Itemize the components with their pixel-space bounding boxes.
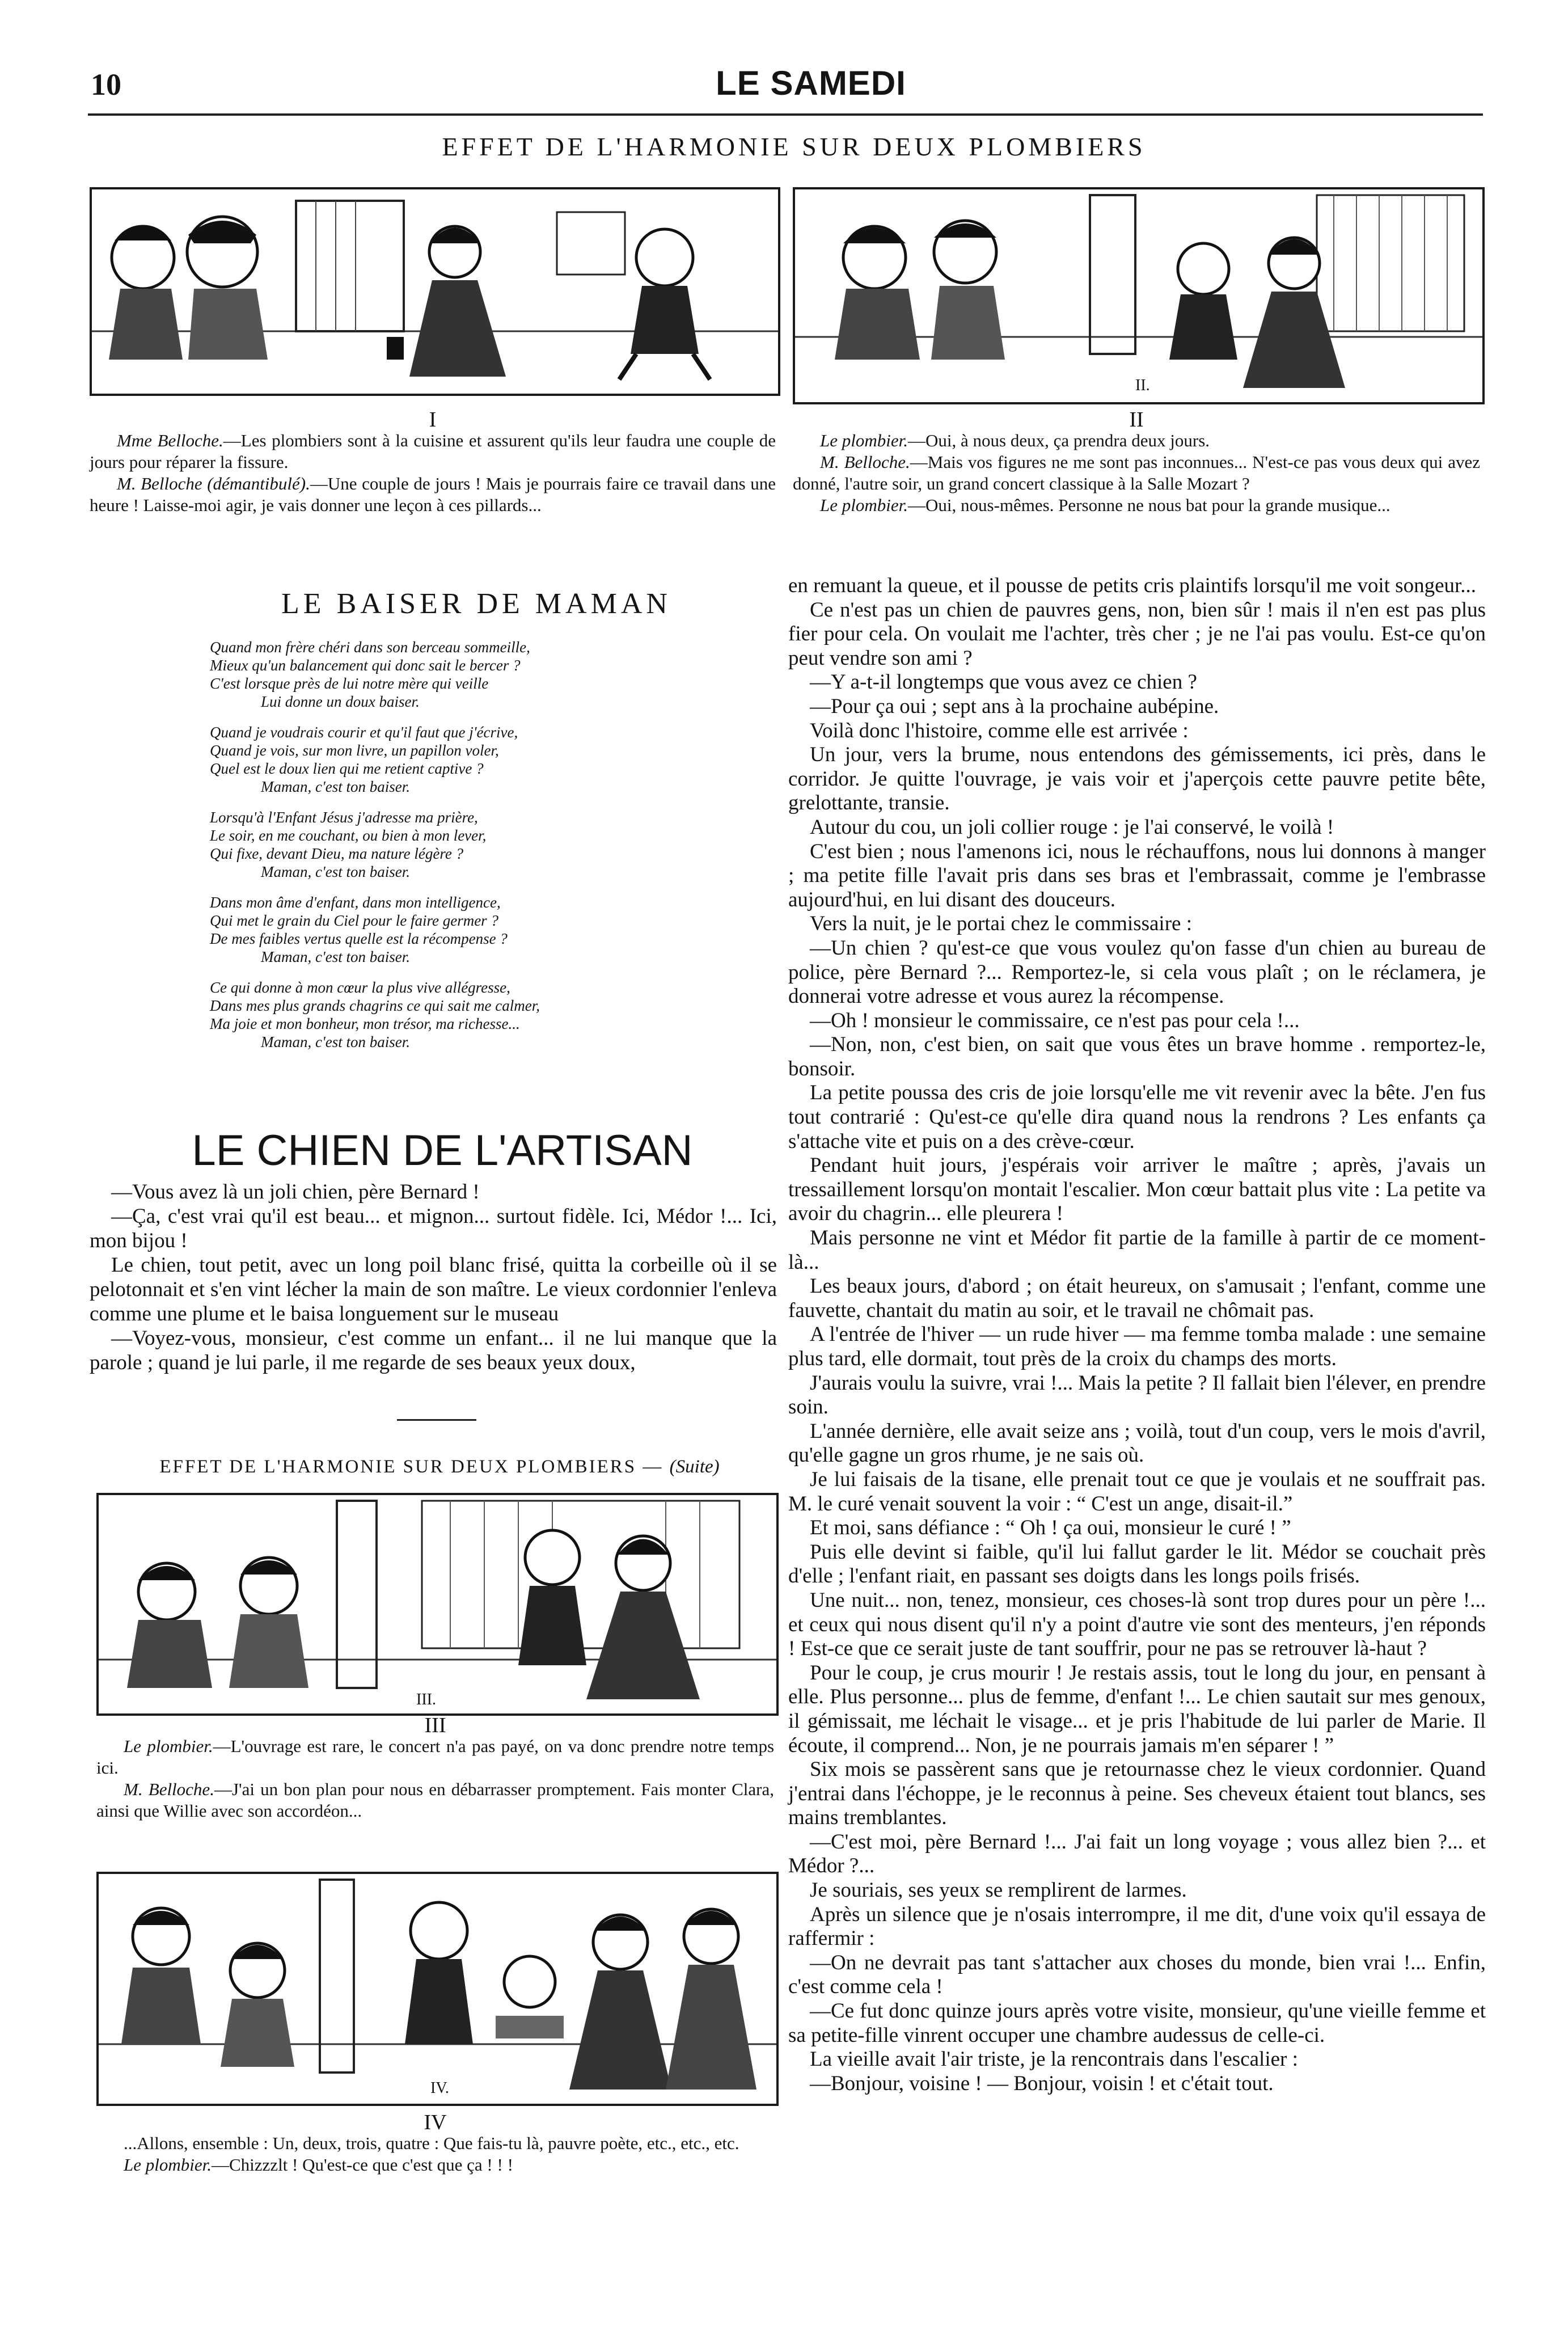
comic-panel-4 (96, 1872, 779, 2106)
comic-panel-3-drawing (99, 1495, 776, 1713)
story-paragraph: Six mois se passèrent sans que je retournasse chez le vieux cordonnier. Quand j'entrai dans l'échoppe, je le reconnus à peine. Ses cheveux étaient tout blancs, ses mains tremblantes. (788, 1758, 1486, 1830)
caption-speaker: M. Belloche. (820, 452, 910, 472)
story-paragraph: Je lui faisais de la tisane, elle prenait tout ce que je voulais et ne souffrait pas. M. le curé venait souvent la voir : “ C'est un ange, disait-il.” (788, 1467, 1486, 1516)
poem-line: Dans mon âme d'enfant, dans mon intelligence, (210, 894, 501, 911)
poem-body (210, 638, 777, 1063)
comic-panel-1-drawing (92, 189, 778, 394)
poem-line: Le soir, en me couchant, ou bien à mon lever, (210, 827, 487, 844)
comic-panel-2-drawing (795, 189, 1482, 402)
story-paragraph: Vers la nuit, je le portai chez le commissaire : (810, 912, 1192, 936)
poem-line: Quand je voudrais courir et qu'il faut que j'écrive, (210, 724, 518, 741)
comic-panel-4-drawing (99, 1874, 776, 2104)
story-paragraph: Une nuit... non, tenez, monsieur, ces choses-là sont trop dures pour un père !... et ceux qui nous disent qu'il n'y a point d'autre vie sont des menteurs, j'en réponds ! Est-ce que ce serait juste de tant souffrir, pour ne pas se retrouver là-haut ? (788, 1588, 1486, 1661)
caption-speaker: M. Belloche (démantibulé). (117, 474, 310, 493)
story-paragraph: Puis elle devint si faible, qu'il lui fallut garder le lit. Médor se couchait près d'elle ; l'enfant riait, en passant ses doigts dans les longs poils frisés. (788, 1540, 1486, 1588)
panel-1-caption (90, 430, 776, 516)
poem-line: Quand mon frère chéri dans son berceau sommeille, (210, 639, 530, 656)
series-title-text: EFFET DE L'HARMONIE SUR DEUX PLOMBIERS (159, 1457, 637, 1477)
panel-4-caption (96, 2133, 774, 2176)
story-paragraph: en remuant la queue, et il pousse de petits cris plaintifs lorsqu'il me voit songeur... (788, 574, 1477, 597)
poem-line: De mes faibles vertus quelle est la récompense ? (210, 930, 508, 947)
caption-text: ...Allons, ensemble : Un, deux, trois, quatre : Que fais-tu là, pauvre poète, etc., etc., etc. (124, 2133, 739, 2153)
panel-4-tag: IV. (430, 2079, 449, 2097)
comic-panel-3 (96, 1493, 779, 1716)
story-paragraph: Voilà donc l'histoire, comme elle est arrivée : (810, 719, 1189, 742)
comic-panel-1 (90, 187, 780, 396)
poem-stanza (210, 638, 777, 711)
story-paragraph: —Voyez-vous, monsieur, c'est comme un enfant... il ne lui manque que la parole ; quand je lui parle, il me regarde de ses beaux yeux doux, (90, 1327, 777, 1374)
story-paragraph: —Y a-t-il longtemps que vous avez ce chien ? (810, 670, 1197, 694)
story-paragraph: L'année dernière, elle avait seize ans ; voilà, tout d'un coup, vers le mois d'avril, qu'elle gagne un gros rhume, je ne sais où. (788, 1419, 1486, 1467)
story-paragraph: J'aurais voulu la suivre, vrai !... Mais la petite ? Il fallait bien l'élever, en prendre soin. (788, 1371, 1486, 1419)
story-paragraph: —Non, non, c'est bien, on sait que vous êtes un brave homme . remportez-le, bonsoir. (788, 1033, 1486, 1080)
caption-text: —Mais vos figures ne me sont pas inconnues... N'est-ce pas vous deux qui avez donné, l'autre soir, un grand concert classique à la Salle Mozart ? (793, 452, 1480, 493)
caption-speaker: Le plombier. (124, 2155, 212, 2175)
poem-stanza (210, 978, 777, 1051)
story-paragraph: C'est bien ; nous l'amenons ici, nous le réchauffons, nous lui donnons à manger ; ma petite fille l'avait pris dans ses bras et l'embrassait, comme je l'embrasse aujourd'hui, en lui disant des douceurs. (788, 839, 1486, 911)
journal-title: LE SAMEDI (716, 64, 906, 102)
story-paragraph: —Pour ça oui ; sept ans à la prochaine aubépine. (810, 694, 1219, 718)
poem-line: Dans mes plus grands chagrins ce qui sait me calmer, (210, 997, 540, 1014)
caption-speaker: M. Belloche. (124, 1779, 214, 1799)
caption-text: —Chizzzlt ! Qu'est-ce que c'est que ça ! ! ! (212, 2155, 513, 2175)
caption-text: —Oui, nous-mêmes. Personne ne nous bat pour la grande musique... (908, 495, 1391, 515)
story-right-column (788, 574, 1486, 2096)
story-paragraph: La petite poussa des cris de joie lorsqu'elle me vit revenir avec la bête. J'en fus tout contrarié : Qu'est-ce qu'elle dira quand nous la rendrons ? Les enfants ça s'attache vite et puis on a des crève-cœur. (788, 1081, 1486, 1153)
story-paragraph: —Ça, c'est vrai qu'il est beau... et mignon... surtout fidèle. Ici, Médor !... Ici, mon bijou ! (90, 1205, 777, 1252)
caption-speaker: Le plombier. (820, 430, 908, 450)
poem-stanza (210, 808, 777, 881)
panel-3-tag: III. (416, 1691, 436, 1708)
caption-text: —Oui, à nous deux, ça prendra deux jours. (908, 430, 1210, 450)
story-paragraph: Un jour, vers la brume, nous entendons des gémissements, ici près, dans le corridor. Je quitte l'ouvrage, je vais voir et j'aperçois cette pauvre petite bête, grelottante, transie. (788, 743, 1486, 815)
story-left-column (90, 1180, 777, 1375)
series-suffix: (Suite) (669, 1457, 720, 1477)
poem-stanza (210, 893, 777, 966)
poem-line: Qui met le grain du Ciel pour le faire germer ? (210, 912, 498, 929)
story-paragraph: —Un chien ? qu'est-ce que vous voulez qu'on fasse d'un chien au bureau de police, père Bernard ?... Remportez-le, si cela vous plaît ; on le réclamera, je donnerai votre adresse et vous aurez la récompense. (788, 936, 1486, 1008)
story-paragraph: Les beaux jours, d'abord ; on était heureux, on s'amusait ; l'enfant, comme une fauvette, chantait du matin au soir, et le travail ne chômait pas. (788, 1274, 1486, 1322)
poem-line: Maman, c'est ton baiser. (261, 863, 410, 880)
panel-3-numeral: III (424, 1713, 446, 1737)
poem-line: Lui donne un doux baiser. (261, 693, 420, 710)
poem-title: LE BAISER DE MAMAN (281, 588, 671, 620)
story-title: LE CHIEN DE L'ARTISAN (192, 1126, 693, 1175)
poem-line: Maman, c'est ton baiser. (261, 948, 410, 965)
comic-panel-2 (793, 187, 1485, 404)
caption-text: —J'ai un bon plan pour nous en débarrasser promptement. Fais monter Clara, ainsi que Willie avec son accordéon... (96, 1779, 774, 1821)
story-paragraph: —C'est moi, père Bernard !... J'ai fait un long voyage ; vous allez bien ?... et Médor ?... (788, 1830, 1486, 1878)
story-paragraph: Pendant huit jours, j'espérais voir arriver le maître ; après, j'avais un tressaillement lorsqu'on montait l'escalier. Mon cœur battait plus vite : La petite va avoir du chagrin... elle pleurera ! (788, 1154, 1486, 1226)
poem-line: C'est lorsque près de lui notre mère qui veille (210, 675, 489, 692)
story-paragraph: —Vous avez là un joli chien, père Bernard ! (111, 1180, 480, 1204)
panel-3-caption (96, 1736, 774, 1822)
story-paragraph: Pour le coup, je crus mourir ! Je restais assis, tout le long du jour, en pensant à elle. Plus personne... plus de femme, d'enfant !... Le chien sautait sur mes genoux, il gémissait, me léchait le visage... et je pris l'habitude de lui parler de Marie. Il écoute, il comprend... Non, je ne pourrais jamais m'en séparer ! ” (788, 1661, 1486, 1757)
poem-line: Ce qui donne à mon cœur la plus vive allégresse, (210, 979, 510, 996)
story-paragraph: Je souriais, ses yeux se remplirent de larmes. (810, 1879, 1187, 1902)
section-divider (397, 1419, 476, 1421)
poem-line: Mieux qu'un balancement qui donc sait le bercer ? (210, 657, 521, 674)
story-paragraph: Le chien, tout petit, avec un long poil blanc frisé, quitta la corbeille où il se pelotonnait et s'en vint lécher la main de son maître. Le vieux cordonnier l'enleva comme une plume et le baisa longuement sur le museau (90, 1253, 777, 1326)
poem-line: Maman, c'est ton baiser. (261, 1033, 410, 1050)
poem-line: Maman, c'est ton baiser. (261, 778, 410, 795)
caption-speaker: Mme Belloche. (117, 430, 223, 450)
story-paragraph: Ce n'est pas un chien de pauvres gens, non, bien sûr ! mais il n'en est pas plus fier pour cela. On voulait me l'achter, très cher ; je ne l'ai pas voulu. Est-ce qu'on peut vendre son ami ? (788, 598, 1486, 670)
story-paragraph: Après un silence que je n'osais interrompre, il me dit, d'une voix qu'il essaya de raffermir : (788, 1902, 1486, 1951)
caption-speaker: Le plombier. (820, 495, 908, 515)
story-paragraph: —Oh ! monsieur le commissaire, ce n'est pas pour cela !... (810, 1008, 1300, 1032)
story-paragraph: —Bonjour, voisine ! — Bonjour, voisin ! et c'était tout. (810, 2071, 1274, 2095)
story-paragraph: Et moi, sans défiance : “ Oh ! ça oui, monsieur le curé ! ” (810, 1516, 1291, 1540)
poem-line: Ma joie et mon bonheur, mon trésor, ma richesse... (210, 1015, 520, 1032)
poem-line: Qui fixe, devant Dieu, ma nature légère ? (210, 845, 464, 862)
story-paragraph: —On ne devrait pas tant s'attacher aux choses du monde, bien vrai !... Enfin, c'est comme cela ! (788, 1951, 1486, 1999)
caption-text: —L'ouvrage est rare, le concert n'a pas payé, on va donc prendre notre temps ici. (96, 1736, 775, 1778)
poem-line: Lorsqu'à l'Enfant Jésus j'adresse ma prière, (210, 809, 478, 826)
panel-1-numeral: I (429, 408, 437, 432)
story-paragraph: —Ce fut donc quinze jours après votre visite, monsieur, qu'une vieille femme et sa petite-fille vinrent occuper une chambre audessus de celle-ci. (788, 1999, 1486, 2047)
series-title: EFFET DE L'HARMONIE SUR DEUX PLOMBIERS (442, 132, 1146, 161)
poem-line: Quel est le doux lien qui me retient captive ? (210, 760, 484, 777)
panel-2-tag: II. (1135, 377, 1150, 394)
series-title-continued: EFFET DE L'HARMONIE SUR DEUX PLOMBIERS — (Suite) (159, 1457, 720, 1477)
caption-text: —Une couple de jours ! Mais je pourrais faire ce travail dans une heure ! Laisse-moi agir, je vais donner une leçon à ces pillards... (90, 474, 776, 515)
panel-2-caption (793, 430, 1480, 516)
story-paragraph: Autour du cou, un joli collier rouge : je l'ai conservé, le voilà ! (810, 815, 1334, 839)
panel-2-numeral: II (1129, 408, 1144, 432)
poem-stanza (210, 723, 777, 796)
panel-4-numeral: IV (424, 2111, 447, 2134)
story-paragraph: Mais personne ne vint et Médor fit partie de la famille à partir de ce moment-là... (788, 1226, 1486, 1274)
poem-line: Quand je vois, sur mon livre, un papillon voler, (210, 742, 499, 759)
page-number: 10 (91, 67, 121, 102)
header-rule (88, 113, 1483, 116)
story-paragraph: La vieille avait l'air triste, je la rencontrais dans l'escalier : (810, 2048, 1298, 2071)
caption-text: —Les plombiers sont à la cuisine et assurent qu'ils leur faudra une couple de jours pour réparer la fissure. (90, 430, 776, 472)
story-paragraph: A l'entrée de l'hiver — un rude hiver — ma femme tomba malade : une semaine plus tard, elle dormait, tout près de la croix du champs des morts. (788, 1323, 1486, 1370)
caption-speaker: Le plombier. (124, 1736, 213, 1756)
